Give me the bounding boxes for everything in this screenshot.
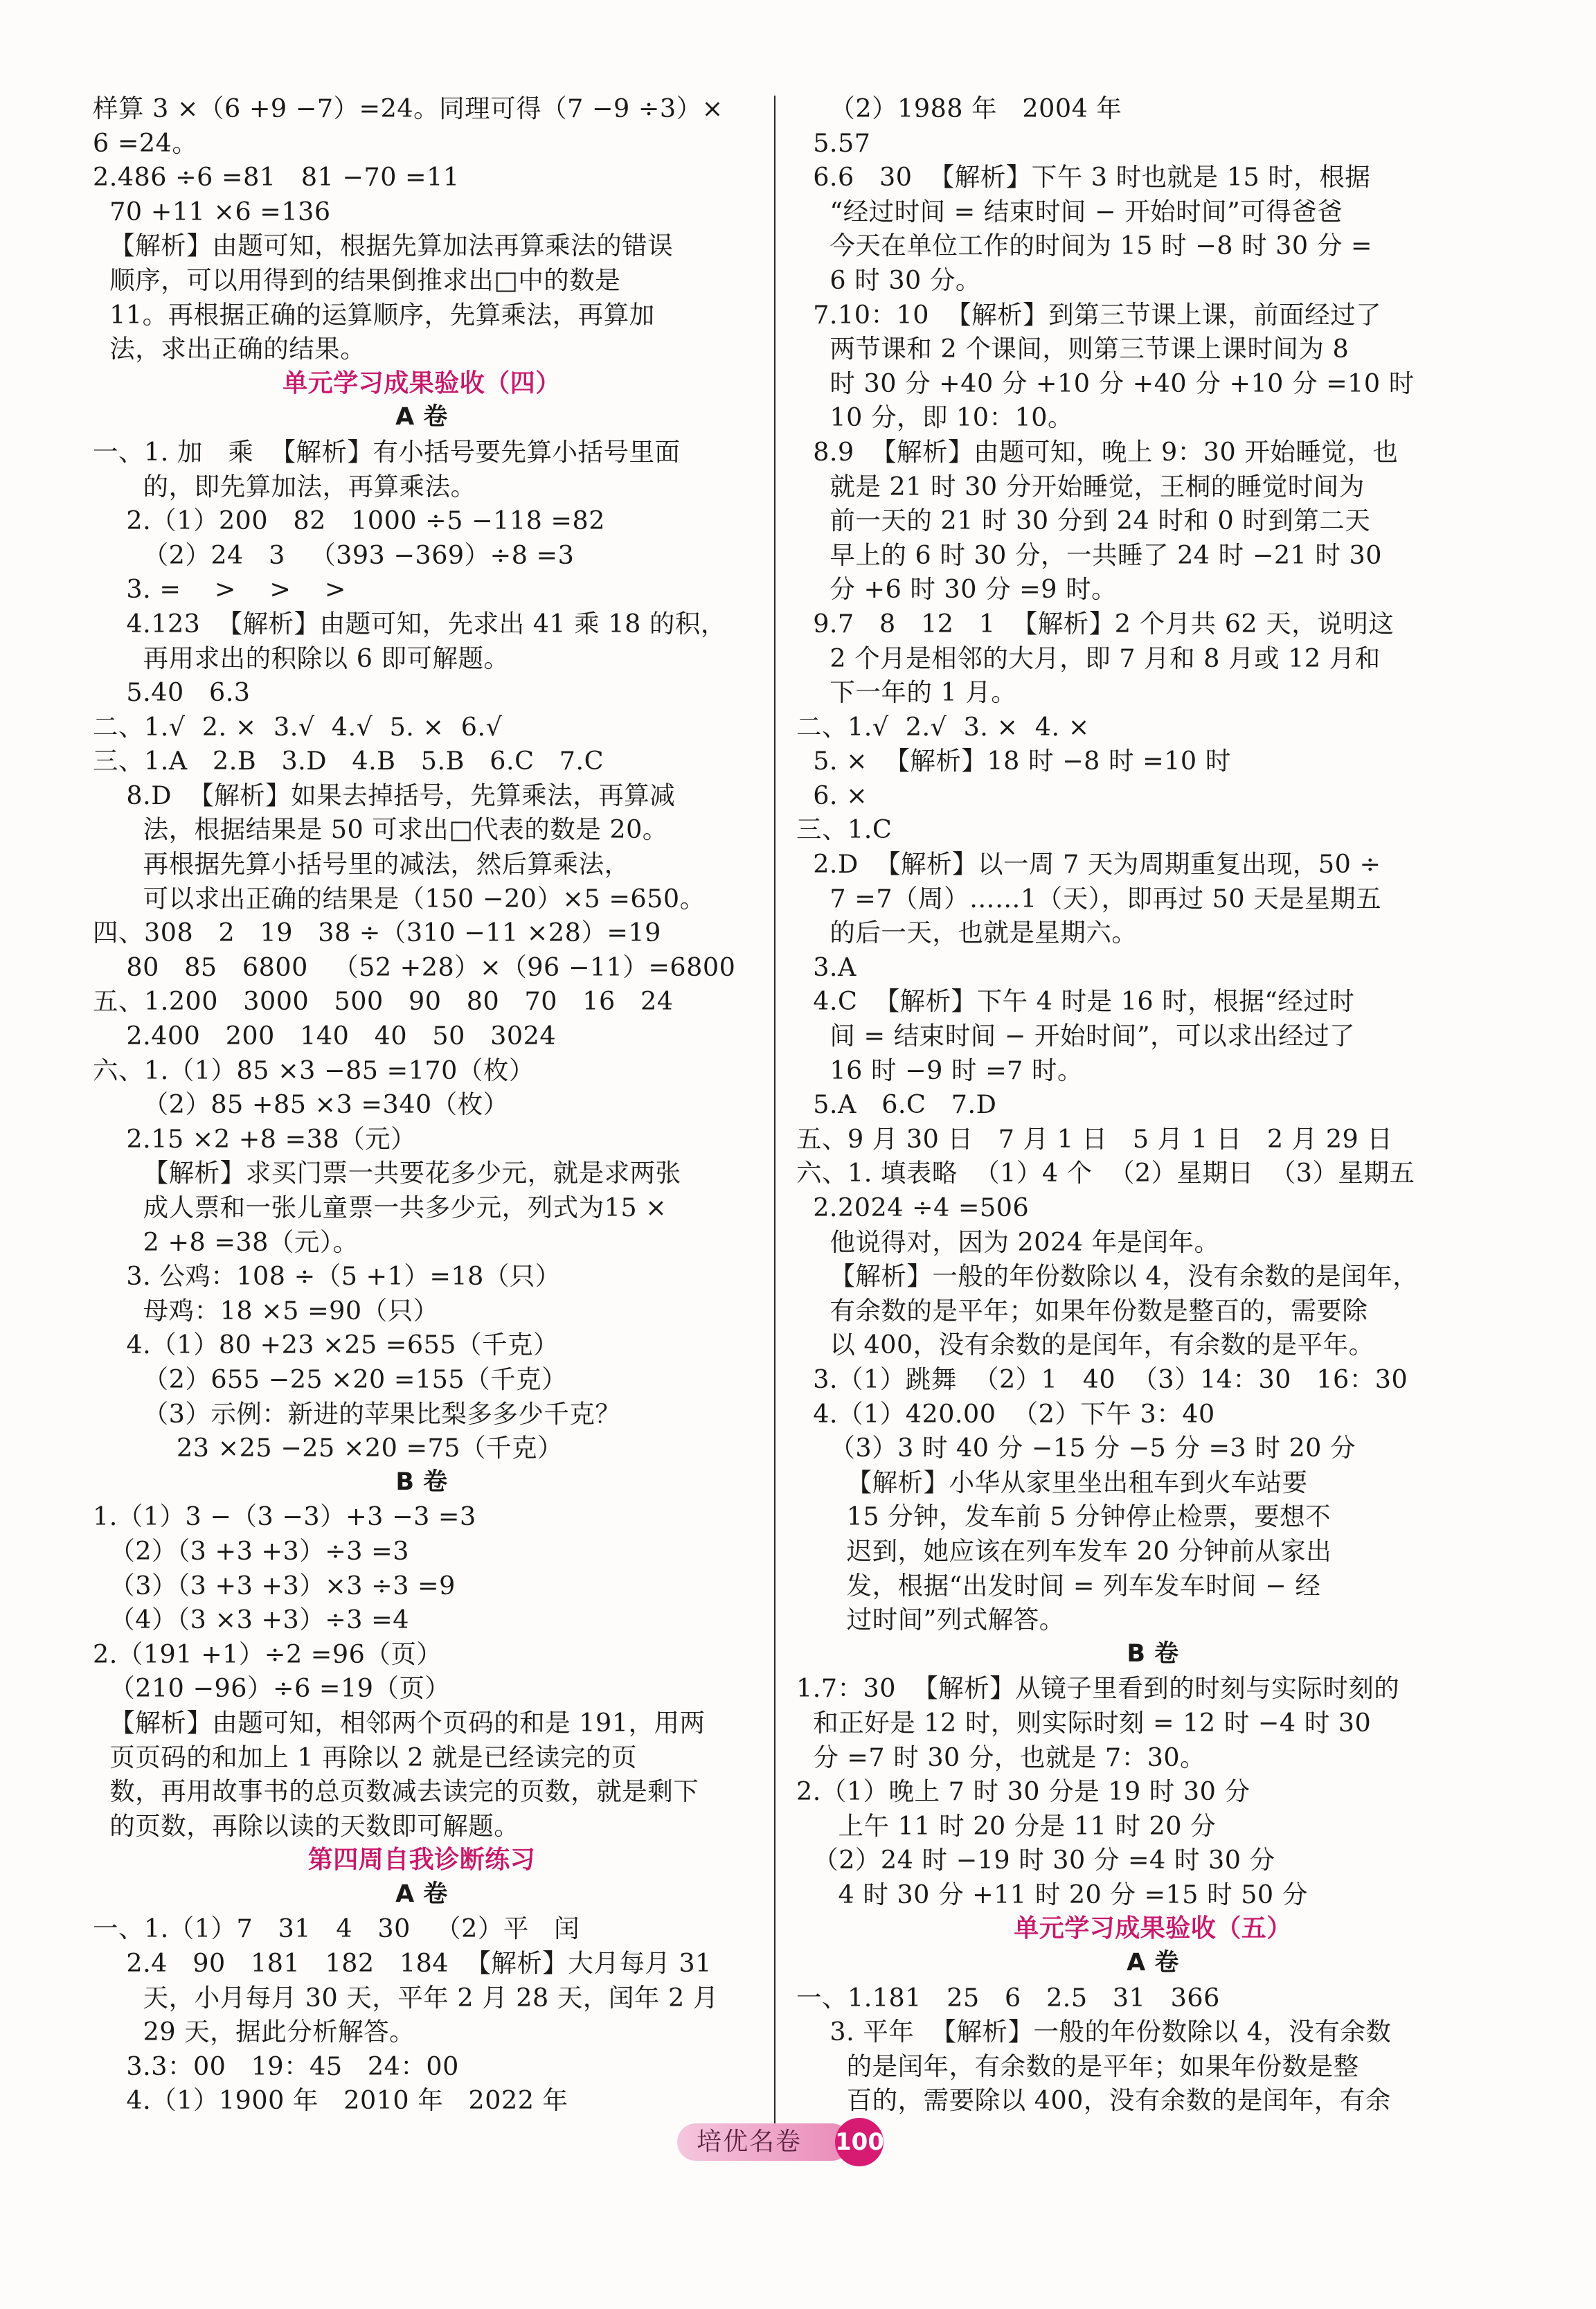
answer-line: 母鸡：18 ×5 =90（只） (93, 1295, 439, 1326)
answer-line: 可以求出正确的结果是（150 −20）×5 =650。 (93, 883, 706, 913)
answer-line: 【解析】求买门票一共要花多少元，就是求两张 (93, 1158, 681, 1188)
answer-line: 3. 平年 【解析】一般的年份数除以 4，没有余数 (796, 2017, 1392, 2047)
answer-line: 2.400 200 140 40 50 3024 (93, 1021, 557, 1051)
answer-line: 【解析】由题可知，相邻两个页码的和是 191，用两 (93, 1707, 706, 1738)
volume-heading: B 卷 (1127, 1639, 1179, 1668)
answer-line: 4.C 【解析】下午 4 时是 16 时，根据“经过时 (796, 986, 1355, 1017)
answer-line: 5. × 【解析】18 时 −8 时 =10 时 (796, 746, 1231, 776)
page-footer (677, 2118, 920, 2166)
answer-line: 下一年的 1 月。 (796, 677, 1017, 708)
answer-line: 上午 11 时 20 分是 11 时 20 分 (796, 1810, 1217, 1841)
answer-line: 6 时 30 分。 (796, 265, 981, 295)
answer-line: 1.（1）3 −（3 −3）+3 −3 =3 (93, 1501, 476, 1532)
answer-line: 3. = > > > (93, 574, 346, 605)
answer-line: 【解析】一般的年份数除以 4，没有余数的是闰年， (796, 1261, 1419, 1292)
volume-heading: A 卷 (395, 403, 448, 431)
answer-line: 5.57 (796, 127, 871, 158)
answer-line: 五、9 月 30 日 7 月 1 日 5 月 1 日 2 月 29 日 (796, 1123, 1393, 1154)
answer-line: 5.A 6.C 7.D (796, 1089, 997, 1120)
answer-line: 顺序，可以用得到的结果倒推求出□中的数是 (93, 265, 621, 295)
answer-line: 的，即先算加法，再算乘法。 (93, 471, 476, 501)
answer-line: 8.D 【解析】如果去掉括号，先算乘法，再算减 (93, 780, 676, 810)
answer-line: 2 +8 =38（元）。 (93, 1227, 359, 1257)
answer-line: 的后一天，也就是星期六。 (796, 918, 1138, 948)
answer-line: 数，再用故事书的总页数减去读完的页数，就是剩下 (93, 1776, 699, 1807)
answer-line: 4.（1）1900 年 2010 年 2022 年 (93, 2085, 568, 2116)
answer-line: 就是 21 时 30 分开始睡觉，王桐的睡觉时间为 (796, 471, 1365, 501)
answer-line: 11。再根据正确的运算顺序，先算乘法，再算加 (93, 299, 655, 330)
answer-line: （2）24 时 −19 时 30 分 =4 时 30 分 (796, 1845, 1275, 1875)
answer-line: 今天在单位工作的时间为 15 时 −8 时 30 分 = (796, 231, 1372, 261)
answer-line: 1.7：30 【解析】从镜子里看到的时刻与实际时刻的 (796, 1673, 1400, 1704)
volume-heading: B 卷 (395, 1468, 448, 1496)
page-number-badge: 100 (835, 2118, 884, 2166)
answer-line: 2.15 ×2 +8 =38（元） (93, 1123, 417, 1154)
answer-line: 23 ×25 −25 ×20 =75（千克） (93, 1433, 563, 1463)
answer-line: （2）（3 +3 +3）÷3 =3 (93, 1535, 409, 1566)
column-divider (774, 96, 775, 2128)
answer-line: 的是闰年，有余数的是平年；如果年份数是整 (796, 2051, 1359, 2081)
right-column (796, 91, 1509, 2118)
answer-line: 法，求出正确的结果。 (93, 334, 366, 364)
answer-line: 16 时 −9 时 =7 时。 (796, 1055, 1083, 1085)
answer-line: 时 30 分 +40 分 +10 分 +40 分 +10 分 =10 时 (796, 368, 1415, 398)
answer-line: 6. × (796, 780, 868, 810)
answer-line: 他说得对，因为 2024 年是闰年。 (796, 1227, 1220, 1257)
section-title: 单元学习成果验收（五） (1014, 1914, 1292, 1943)
answer-line: 29 天，据此分析解答。 (93, 2017, 415, 2047)
answer-line: 有余数的是平年；如果年份数是整百的，需要除 (796, 1295, 1368, 1326)
answer-line: 前一天的 21 时 30 分到 24 时和 0 时到第二天 (796, 506, 1371, 536)
answer-line: （2）85 +85 ×3 =340（枚） (93, 1089, 509, 1120)
answer-line: （3）3 时 40 分 −15 分 −5 分 =3 时 20 分 (796, 1433, 1356, 1463)
answer-line: 一、1.（1）7 31 4 30 （2）平 闰 (93, 1914, 580, 1944)
answer-line: 二、1.√ 2.√ 3. × 4. × (796, 711, 1090, 742)
answer-line: 百的，需要除以 400，没有余数的是闰年，有余 (796, 2085, 1391, 2116)
footer-brand-label: 培优名卷 (697, 2128, 803, 2156)
answer-line: 三、1.A 2.B 3.D 4.B 5.B 6.C 7.C (93, 746, 604, 776)
answer-line: 天，小月每月 30 天，平年 2 月 28 天，闰年 2 月 (93, 1982, 719, 2013)
answer-line: 分 =7 时 30 分，也就是 7：30。 (796, 1742, 1206, 1772)
answer-line: 4.（1）80 +23 ×25 =655（千克） (93, 1330, 559, 1360)
answer-line: 成人票和一张儿童票一共多少元，列式为15 × (93, 1193, 667, 1222)
answer-line: 样算 3 ×（6 +9 −7）=24。同理可得（7 −9 ÷3）× (93, 93, 724, 123)
answer-line: 3.A (796, 952, 857, 982)
answer-line: “经过时间 = 结束时间 − 开始时间”可得爸爸 (796, 196, 1343, 226)
answer-line: 【解析】由题可知，根据先算加法再算乘法的错误 (93, 231, 674, 261)
answer-line: 2.2024 ÷4 =506 (796, 1193, 1030, 1222)
answer-line: （3）示例：新进的苹果比梨多多少千克？ (93, 1398, 621, 1429)
answer-line: 6 =24。 (93, 127, 198, 158)
answer-line: 迟到，她应该在列车发车 20 分钟前从家出 (796, 1535, 1332, 1566)
answer-line: （2）1988 年 2004 年 (796, 93, 1122, 123)
answer-line: 2.D 【解析】以一周 7 天为周期重复出现，50 ÷ (796, 849, 1381, 880)
answer-line: （2）655 −25 ×20 =155（千克） (93, 1364, 568, 1394)
answer-line: 5.40 6.3 (93, 677, 251, 708)
answer-line: 15 分钟，发车前 5 分钟停止检票，要想不 (796, 1501, 1332, 1532)
answer-line: 4.123 【解析】由题可知，先求出 41 乘 18 的积， (93, 608, 726, 639)
answer-line: 过时间”列式解答。 (796, 1605, 1065, 1635)
answer-line: 间 = 结束时间 − 开始时间”，可以求出经过了 (796, 1021, 1356, 1051)
answer-line: 发，根据“出发时间 = 列车发车时间 − 经 (796, 1570, 1321, 1601)
section-title: 单元学习成果验收（四） (283, 368, 561, 398)
answer-line: 2.（1）晚上 7 时 30 分是 19 时 30 分 (796, 1776, 1250, 1807)
answer-line: 【解析】小华从家里坐出租车到火车站要 (796, 1467, 1308, 1497)
answer-line: 4 时 30 分 +11 时 20 分 =15 时 50 分 (796, 1879, 1308, 1909)
answer-line: 6.6 30 【解析】下午 3 时也就是 15 时，根据 (796, 162, 1371, 193)
answer-line: 的页数，再除以读的天数即可解题。 (93, 1810, 520, 1841)
answer-line: 3.3：00 19：45 24：00 (93, 2051, 459, 2081)
answer-line: 7.10：10 【解析】到第三节课上课，前面经过了 (796, 299, 1382, 330)
answer-line: （3）（3 +3 +3）×3 ÷3 =9 (93, 1570, 456, 1601)
answer-line: 7 =7（周）……1（天），即再过 50 天是星期五 (796, 883, 1382, 913)
answer-line: 2 个月是相邻的大月，即 7 月和 8 月或 12 月和 (796, 643, 1381, 673)
answer-line: （4）（3 ×3 +3）÷3 =4 (93, 1605, 409, 1635)
answer-line: 2.4 90 181 182 184 【解析】大月每月 31 (93, 1948, 712, 1979)
answer-line: 8.9 【解析】由题可知，晚上 9：30 开始睡觉，也 (796, 436, 1399, 467)
answer-line: （210 −96）÷6 =19（页） (93, 1673, 451, 1704)
answer-line: 以 400，没有余数的是闰年，有余数的是平年。 (796, 1330, 1374, 1360)
answer-line: （2）24 3 （393 −369）÷8 =3 (93, 540, 575, 570)
section-title: 第四周自我诊断练习 (307, 1846, 536, 1875)
left-column (93, 91, 751, 2118)
answer-line: 80 85 6800 （52 +28）×（96 −11）=6800 (93, 952, 736, 982)
answer-line: 三、1.C (796, 814, 893, 845)
answer-line: 早上的 6 时 30 分，一共睡了 24 时 −21 时 30 (796, 540, 1382, 570)
answer-line: 一、1.181 25 6 2.5 31 366 (796, 1982, 1220, 2013)
answer-line: 六、1.（1）85 ×3 −85 =170（枚） (93, 1055, 535, 1085)
answer-line: 3. 公鸡：108 ÷（5 +1）=18（只） (93, 1261, 561, 1292)
volume-heading: A 卷 (395, 1880, 448, 1908)
answer-line: 2.（1）200 82 1000 ÷5 −118 =82 (93, 506, 605, 536)
answer-line: 3.（1）跳舞 （2）1 40 （3）14：30 16：30 (796, 1364, 1408, 1394)
answer-line: 和正好是 12 时，则实际时刻 = 12 时 −4 时 30 (796, 1707, 1372, 1738)
answer-line: 2.（191 +1）÷2 =96（页） (93, 1639, 442, 1669)
answer-line: 再根据先算小括号里的减法，然后算乘法， (93, 849, 630, 880)
volume-heading: A 卷 (1127, 1949, 1179, 1977)
answer-line: 2.486 ÷6 =81 81 −70 =11 (93, 162, 460, 193)
answer-line: 两节课和 2 个课间，则第三节课上课时间为 8 (796, 334, 1350, 364)
answer-line: 70 +11 ×6 =136 (93, 196, 331, 226)
answer-line: 四、308 2 19 38 ÷（310 −11 ×28）=19 (93, 918, 661, 948)
answer-line: 二、1.√ 2. × 3.√ 4.√ 5. × 6.√ (93, 711, 503, 742)
answer-line: 4.（1）420.00 （2）下午 3：40 (796, 1398, 1215, 1429)
answer-line: 再用求出的积除以 6 即可解题。 (93, 643, 510, 673)
answer-line: 10 分，即 10：10。 (796, 402, 1073, 433)
answer-line: 六、1. 填表略 （1）4 个 （2）星期日 （3）星期五 (796, 1158, 1415, 1188)
answer-line: 法，根据结果是 50 可求出□代表的数是 20。 (93, 814, 668, 845)
answer-line: 9.7 8 12 1 【解析】2 个月共 62 天，说明这 (796, 608, 1395, 639)
answer-line: 五、1.200 3000 500 90 80 70 16 24 (93, 986, 674, 1017)
answer-line: 分 +6 时 30 分 =9 时。 (796, 574, 1118, 605)
answer-line: 一、1. 加 乘 【解析】有小括号要先算小括号里面 (93, 436, 681, 467)
answer-line: 页页码的和加上 1 再除以 2 就是已经读完的页 (93, 1742, 638, 1772)
